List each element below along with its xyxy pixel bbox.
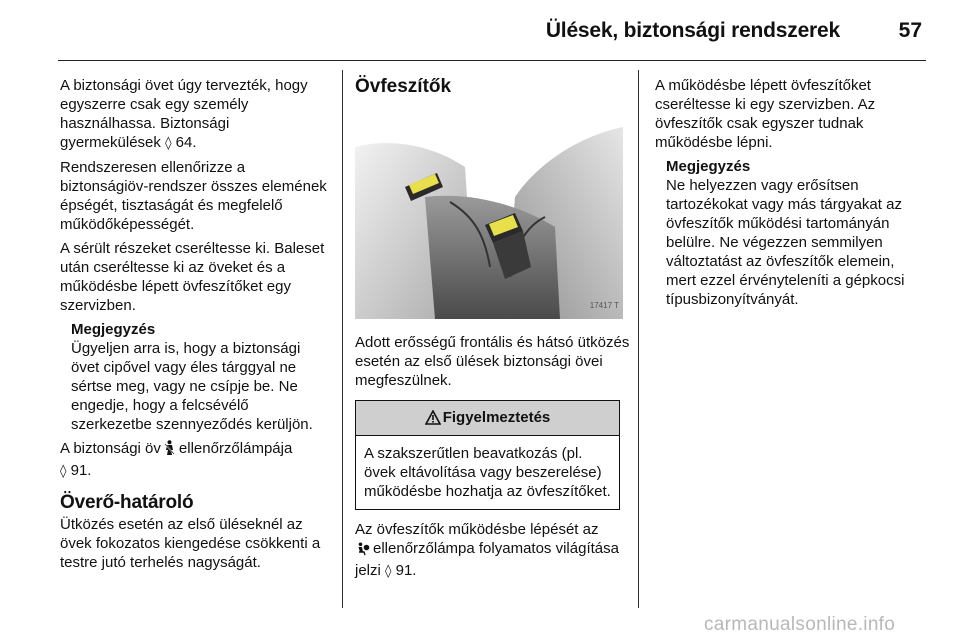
header-divider — [58, 60, 926, 61]
note-heading: Megjegyzés — [71, 321, 156, 338]
column-divider-1 — [342, 70, 343, 608]
reference-arrow-icon: ◊ — [60, 464, 67, 479]
paragraph: A biztonsági övet úgy tervezték, hogy egyszerre csak egy személy használhassa. Biztonsági gyermekülések ◊ 64. — [60, 77, 308, 151]
column-3 — [655, 76, 927, 314]
page-reference-link[interactable]: 64. — [175, 134, 197, 151]
page-reference-link[interactable]: 91. — [395, 562, 417, 579]
seatbelt-buckle-illustration — [355, 107, 623, 319]
section-heading: Överő-határoló — [60, 492, 194, 513]
column-1 — [60, 76, 332, 577]
paragraph: A biztonsági öv ellenőrzőlámpája ◊ 91. — [60, 440, 293, 479]
note-text: Ne helyezzen vagy erősítsen tartozékokat vagy más tárgyakat az övfeszítők működési tartományán belülre. Ne végezzen semmilyen változtatást az övfeszítők elemein, mert ezzel érvényteleníti a gépkocsi típusbizonyítványát. — [666, 177, 905, 308]
page-title: Ülések, biztonsági rendszerek — [545, 19, 840, 42]
page-reference-link[interactable]: 91. — [70, 462, 92, 479]
paragraph: Az övfeszítők működésbe lépését az ellenőrzőlámpa folyamatos világítása jelzi ◊ 91. — [355, 521, 619, 579]
page-number: 57 — [898, 19, 922, 42]
paragraph: A működésbe lépett övfeszítőket cseréltesse ki egy szervizben. Az övfeszítők csak egyszer tudnak működésbe lépni. — [655, 77, 876, 151]
note-box — [71, 320, 332, 434]
figure-number: 17417 T — [589, 301, 619, 310]
column-2 — [355, 76, 630, 586]
reference-arrow-icon: ◊ — [165, 136, 172, 151]
warning-text: A szakszerűtlen beavatkozás (pl. övek eltávolítása vagy beszerelése) működésbe hozhatja az övfeszítőket. — [364, 445, 611, 500]
column-divider-2 — [638, 70, 639, 608]
paragraph: Rendszeresen ellenőrizze a biztonságiöv-rendszer összes elemének épségét, tisztaságát és megfelelő működőképességét. — [60, 159, 327, 233]
note-box — [666, 157, 927, 309]
warning-box — [355, 400, 620, 510]
warning-triangle-icon — [425, 409, 443, 426]
reference-arrow-icon: ◊ — [385, 564, 392, 579]
seatbelt-warning-icon — [163, 440, 176, 461]
airbag-warning-icon — [357, 542, 370, 561]
watermark: carmanualsonline.info — [704, 614, 896, 635]
note-text: Ügyeljen arra is, hogy a biztonsági övet cipővel vagy éles tárggyal ne sértse meg, vagy ne csípje be. Ne engedje, hogy a felcsévélő szerkezetbe szennyeződés kerüljön. — [71, 340, 313, 433]
warning-header — [356, 401, 619, 436]
warning-heading: Figyelmeztetés — [442, 409, 551, 426]
section-heading: Övfeszítők — [355, 76, 452, 97]
paragraph: Adott erősségű frontális és hátsó ütközés esetén az első ülések biztonsági övei megfeszülnek. — [355, 334, 630, 389]
note-heading: Megjegyzés — [666, 158, 751, 175]
paragraph: A sérült részeket cseréltesse ki. Baleset után cseréltesse ki az öveket és a működésbe lépett övfeszítőket egy szervizben. — [60, 240, 325, 314]
seatbelt-buckle-figure — [355, 107, 623, 319]
paragraph: Ütközés esetén az első üléseknél az övek fokozatos kiengedése csökkenti a testre jutó terhelés nagyságát. — [60, 516, 321, 571]
